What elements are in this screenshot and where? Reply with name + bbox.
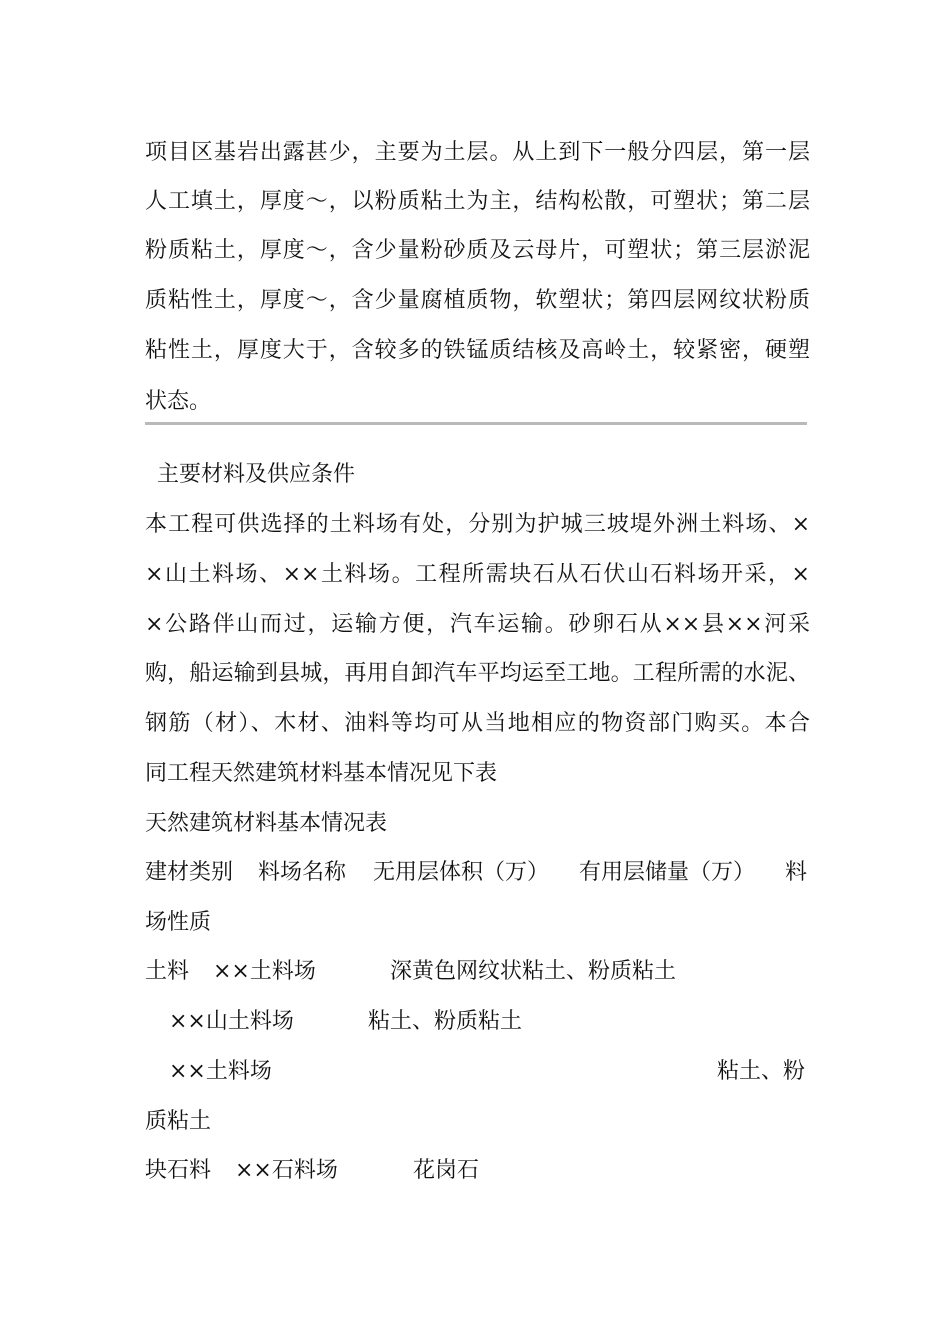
table-title: 天然建筑材料基本情况表: [145, 811, 388, 836]
row-nature: 粘土、粉质粘土: [368, 1009, 523, 1034]
header-nature-start: 料: [785, 860, 808, 885]
table-header-wrap: 场性质: [145, 910, 212, 935]
paragraph-line: 项目区基岩出露甚少，主要为土层。从上到下一般分四层，第一层: [145, 140, 810, 165]
paragraph-line: 购，船运输到县城，再用自卸汽车平均运至工地。工程所需的水泥、: [145, 661, 810, 686]
table-row: [145, 957, 810, 987]
row-nature: 深黄色网纹状粘土、粉质粘土: [390, 959, 677, 984]
table-row: [145, 1007, 810, 1037]
header-site: 料场名称: [258, 860, 347, 885]
table-row: [145, 1057, 810, 1087]
paragraph-line: 本工程可供选择的土料场有处，分别为护城三坡堤外洲土料场、×: [145, 512, 810, 537]
row-site: ××石料场: [235, 1158, 338, 1183]
header-useful-reserve: 有用层储量（万）: [579, 860, 756, 885]
row-site: ××土料场: [169, 1059, 272, 1084]
row-category: 块石料: [145, 1158, 212, 1183]
row-site: ××山土料场: [169, 1009, 294, 1034]
paragraph-line: 粉质粘土，厚度～，含少量粉砂质及云母片，可塑状；第三层淤泥: [145, 238, 810, 263]
row-site: ××土料场: [213, 959, 316, 984]
row-nature: 粘土、粉: [717, 1059, 806, 1084]
paragraph-line: 质粘性土，厚度～，含少量腐植质物，软塑状；第四层网纹状粉质: [145, 288, 810, 313]
paragraph-line: 同工程天然建筑材料基本情况见下表: [145, 761, 498, 786]
row-nature: 花岗石: [413, 1158, 480, 1183]
table-header-row: [145, 858, 810, 888]
paragraph-line: 钢筋（材）、木材、油料等均可从当地相应的物资部门购买。本合: [145, 711, 810, 736]
section-divider: [145, 422, 807, 425]
paragraph-line: 状态。: [145, 389, 212, 414]
table-row: [145, 1156, 810, 1186]
section-heading: 主要材料及供应条件: [157, 462, 356, 487]
row-category: 土料: [145, 959, 190, 984]
paragraph-line: ×山土料场、××土料场。工程所需块石从石伏山石料场开采，×: [145, 562, 810, 587]
header-category: 建材类别: [145, 860, 234, 885]
row-nature-wrap: 质粘土: [145, 1109, 212, 1134]
paragraph-line: 人工填土，厚度～，以粉质粘土为主，结构松散，可塑状；第二层: [145, 189, 810, 214]
paragraph-line: 粘性土，厚度大于，含较多的铁锰质结核及高岭土，较紧密，硬塑: [145, 338, 810, 363]
header-unused-volume: 无用层体积（万）: [373, 860, 550, 885]
paragraph-line: ×公路伴山而过，运输方便，汽车运输。砂卵石从××县××河采: [145, 612, 810, 637]
